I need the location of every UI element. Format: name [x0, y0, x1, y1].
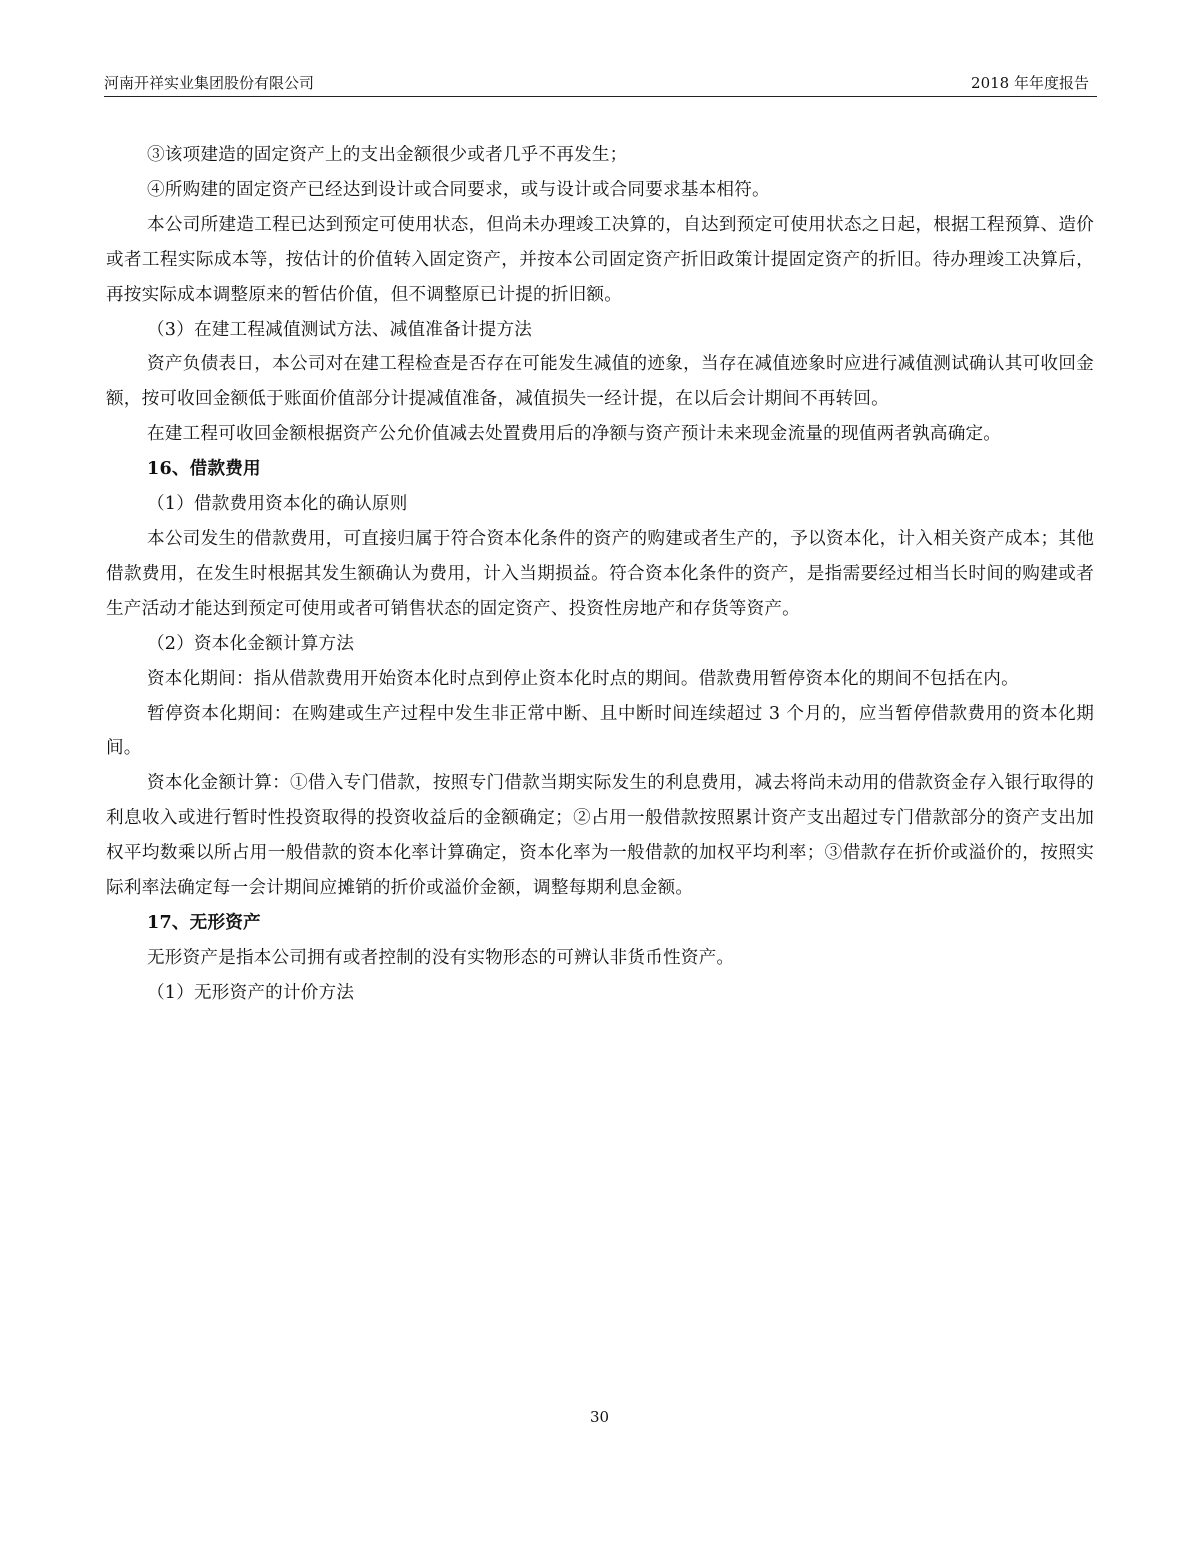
subsection-title: （1）借款费用资本化的确认原则	[147, 494, 408, 515]
paragraph: 资本化金额计算：①借入专门借款，按照专门借款当期实际发生的利息费用，减去将尚未动用的借款资金存入银行取得的利息收入或进行暂时性投资取得的投资收益后的金额确定；②占用一般借款按照累计资产支出超过专门借款部分的资产支出加权平均数乘以所占用一般借款的资本化率计算确定，资本化率为一般借款的加权平均利率；③借款存在折价或溢价的，按照实际利率法确定每一会计期间应摊销的折价或溢价金额，调整每期利息金额。	[106, 773, 1094, 899]
paragraph: 本公司所建造工程已达到预定可使用状态，但尚未办理竣工决算的，自达到预定可使用状态之日起，根据工程预算、造价或者工程实际成本等，按估计的价值转入固定资产，并按本公司固定资产折旧政策计提固定资产的折旧。待办理竣工决算后，再按实际成本调整原来的暂估价值，但不调整原已计提的折旧额。	[106, 214, 1094, 305]
subsection-title: （2）资本化金额计算方法	[147, 633, 355, 654]
paragraph: 暂停资本化期间：在购建或生产过程中发生非正常中断、且中断时间连续超过 3 个月的，应当暂停借款费用的资本化期间。	[106, 703, 1094, 759]
paragraph: ③该项建造的固定资产上的支出金额很少或者几乎不再发生；	[147, 145, 628, 165]
section-heading: 16、借款费用	[147, 458, 261, 480]
paragraph: ④所购建的固定资产已经达到设计或合同要求，或与设计或合同要求基本相符。	[147, 179, 770, 200]
paragraph: 无形资产是指本公司拥有或者控制的没有实物形态的可辨认非货币性资产。	[147, 947, 735, 968]
paragraph: 在建工程可收回金额根据资产公允价值减去处置费用后的净额与资产预计未来现金流量的现值两者孰高确定。	[147, 424, 1002, 445]
section-heading: 17、无形资产	[147, 911, 261, 933]
subsection-title: （3）在建工程减值测试方法、减值准备计提方法	[147, 319, 533, 340]
paragraph: 资产负债表日，本公司对在建工程检查是否存在可能发生减值的迹象，当存在减值迹象时应进行减值测试确认其可收回金额，按可收回金额低于账面价值部分计提减值准备，减值损失一经计提，在以后会计期间不再转回。	[106, 354, 1094, 410]
paragraph: 本公司发生的借款费用，可直接归属于符合资本化条件的资产的购建或者生产的，予以资本化，计入相关资产成本；其他借款费用，在发生时根据其发生额确认为费用，计入当期损益。符合资本化条件的资产，是指需要经过相当长时间的购建或者生产活动才能达到预定可使用或者可销售状态的固定资产、投资性房地产和存货等资产。	[106, 528, 1094, 619]
header-report-title: 2018 年年度报告	[971, 74, 1089, 92]
document-body	[106, 138, 1094, 1011]
page-header	[104, 68, 1097, 97]
subsection-title: （1）无形资产的计价方法	[147, 982, 355, 1003]
page-number: 30	[589, 1408, 610, 1426]
paragraph: 资本化期间：指从借款费用开始资本化时点到停止资本化时点的期间。借款费用暂停资本化的期间不包括在内。	[147, 668, 1019, 689]
header-company-name: 河南开祥实业集团股份有限公司	[104, 74, 315, 92]
